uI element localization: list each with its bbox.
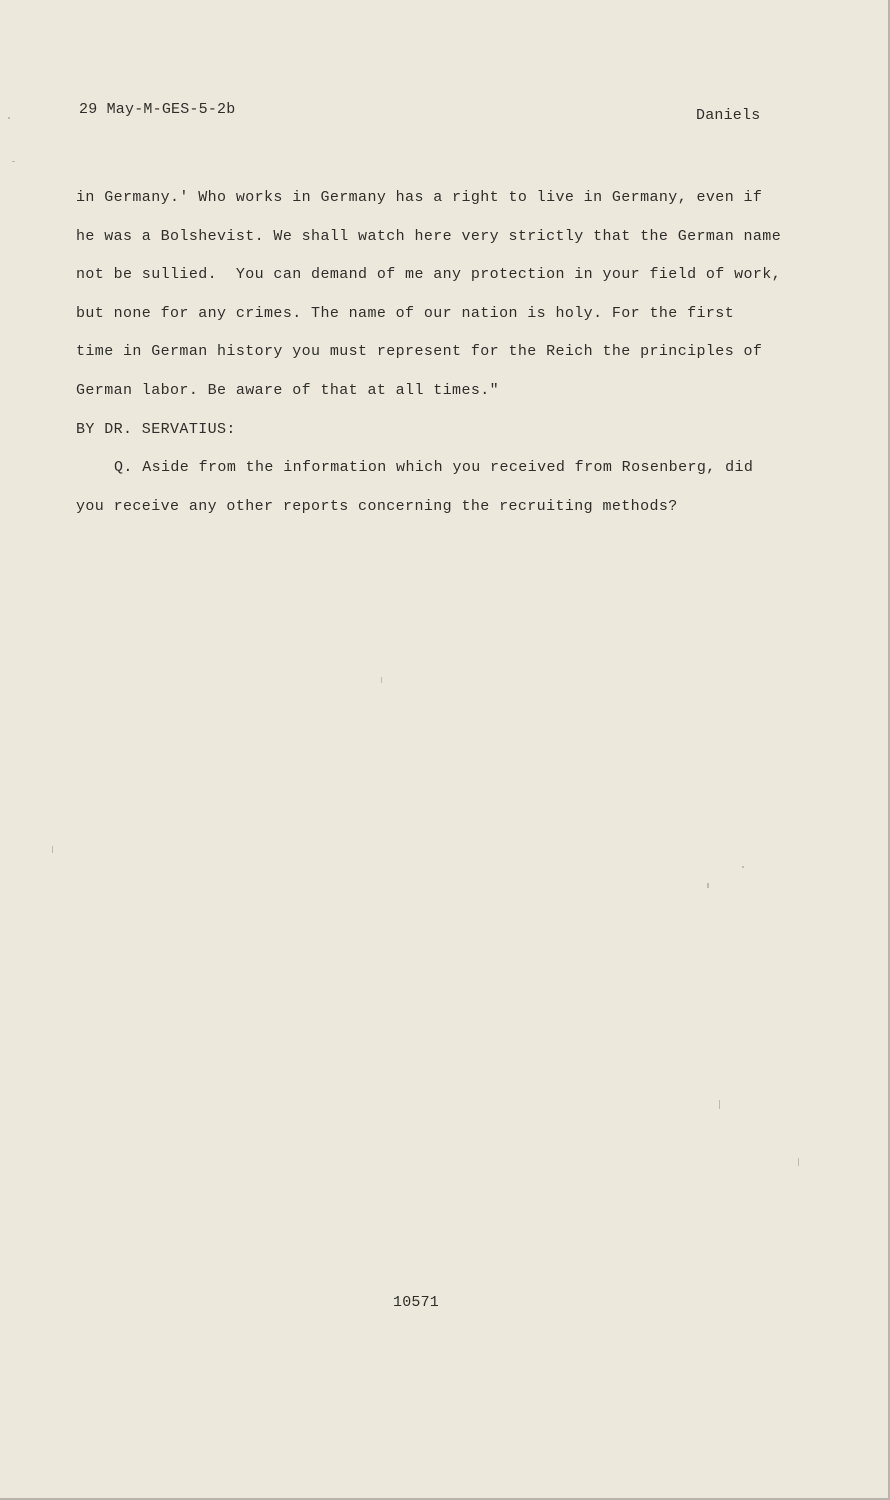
paper-speck xyxy=(52,846,53,853)
paper-speck xyxy=(742,866,744,868)
text-line: in Germany.' Who works in Germany has a right to live in Germany, even if xyxy=(76,189,763,206)
transcript-body xyxy=(76,188,836,535)
paper-speck xyxy=(381,677,382,683)
text-line: you receive any other reports concerning the recruiting methods? xyxy=(76,497,678,515)
paper-speck xyxy=(719,1100,720,1109)
paper-speck xyxy=(12,161,15,162)
text-line: time in German history you must represent for the Reich the principles of xyxy=(76,343,763,361)
text-line: he was a Bolshevist. We shall watch here very strictly that the German name xyxy=(76,227,782,245)
reporter-name: Daniels xyxy=(696,107,761,124)
text-line: but none for any crimes. The name of our nation is holy. For the first xyxy=(76,304,735,322)
text-line: German labor. Be aware of that at all times." xyxy=(76,381,500,399)
paper-speck xyxy=(707,883,709,888)
text-line: not be sullied. You can demand of me any protection in your field of work, xyxy=(76,266,782,284)
paper-speck xyxy=(8,117,10,119)
document-reference: 29 May-M-GES-5-2b xyxy=(79,101,236,118)
question-line: Q. Aside from the information which you received from Rosenberg, did xyxy=(114,459,754,477)
paper-speck xyxy=(798,1158,799,1166)
speaker-heading: BY DR. SERVATIUS: xyxy=(76,420,236,438)
page-number: 10571 xyxy=(393,1294,440,1311)
